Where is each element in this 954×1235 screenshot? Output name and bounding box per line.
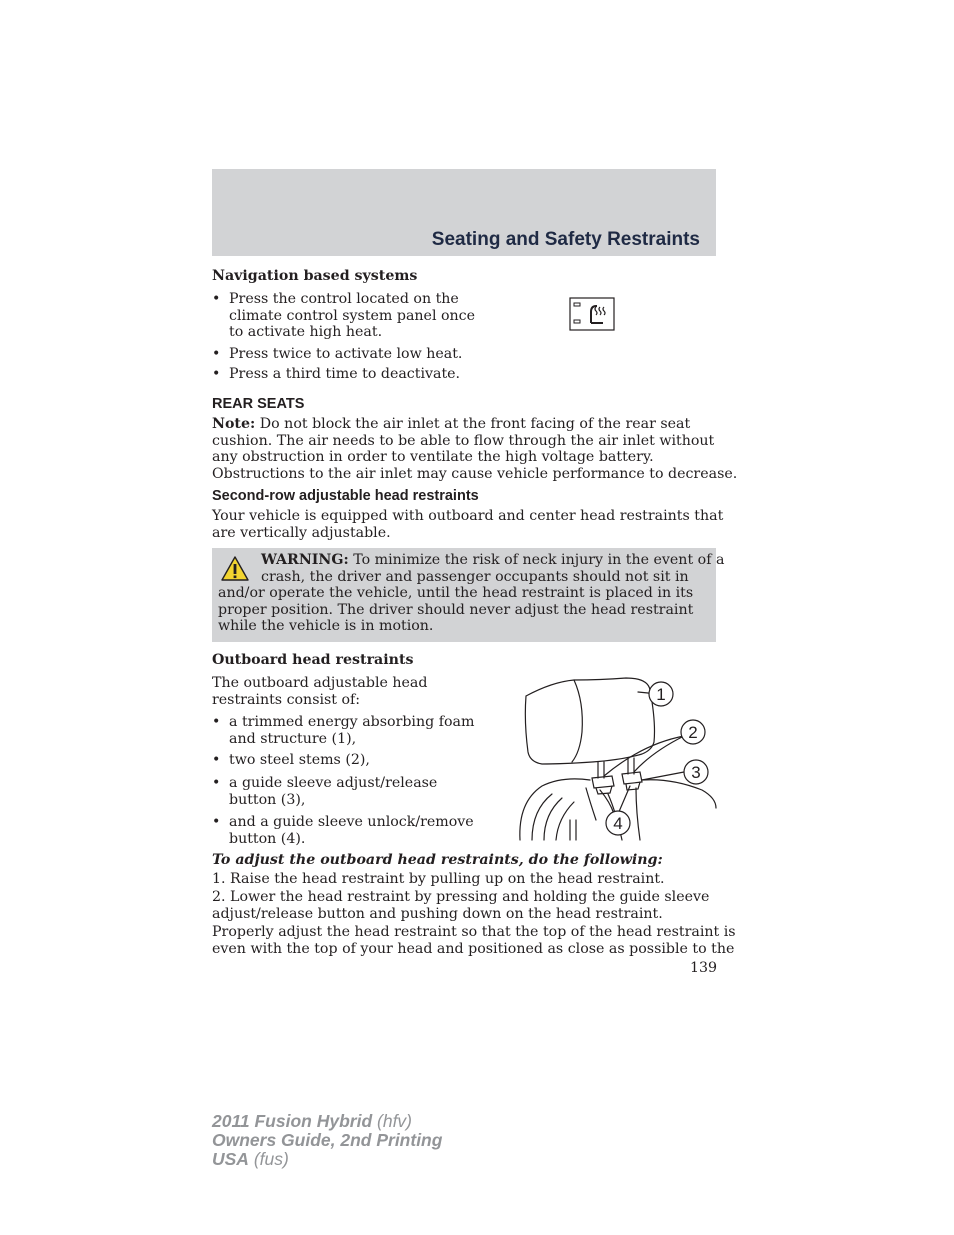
outboard-item-4-line-1: and a guide sleeve unlock/remove — [229, 814, 474, 830]
warning-triangle-icon — [220, 555, 250, 583]
adjust-paragraph-line-2: even with the top of your head and positioned as close as possible to the — [212, 940, 735, 957]
heated-seat-icon — [569, 297, 615, 331]
adjust-paragraph-line-1: Properly adjust the head restraint so that the top of the head restraint is — [212, 924, 736, 940]
outboard-item-1-line-1: a trimmed energy absorbing foam — [229, 714, 475, 730]
outboard-item-2-text: two steel stems (2), — [229, 752, 370, 768]
nav-bullet-2-text: Press twice to activate low heat. — [229, 346, 463, 362]
note-line-3: any obstruction in order to ventilate the high voltage battery. — [212, 449, 654, 465]
adjust-step-1: 1. Raise the head restraint by pulling up on the head restraint. — [212, 871, 665, 887]
outboard-intro — [212, 675, 427, 708]
section-header-band — [212, 169, 716, 256]
outboard-heading: Outboard head restraints — [212, 652, 414, 668]
footer-model-code: (hfv) — [372, 1111, 413, 1131]
nav-bullet-3-text: Press a third time to deactivate. — [229, 366, 461, 382]
outboard-intro-line-2: restraints consist of: — [212, 691, 361, 708]
adjust-paragraph — [212, 924, 736, 957]
footer-imprint — [212, 1112, 442, 1169]
outboard-item-3-line-2: button (3), — [229, 791, 306, 808]
svg-text:3: 3 — [691, 763, 701, 782]
callout-2 — [681, 720, 705, 744]
warning-line-5: while the vehicle is in motion. — [218, 618, 434, 634]
adjust-step-2-line-2: adjust/release button and pushing down on the head restraint. — [212, 905, 663, 922]
rear-seats-heading: REAR SEATS — [212, 396, 305, 412]
adjust-step-2-line-1: 2. Lower the head restraint by pressing and holding the guide sleeve — [212, 889, 710, 905]
nav-bullet-1-line-3: to activate high heat. — [229, 324, 383, 340]
callout-4 — [606, 811, 630, 835]
second-row-line-1: Your vehicle is equipped with outboard and center head restraints that — [212, 508, 724, 524]
nav-bullet-1-line-1: Press the control located on the — [229, 291, 459, 307]
outboard-item-3-line-1: a guide sleeve adjust/release — [229, 775, 438, 791]
nav-bullet-1-line-2: climate control system panel once — [229, 307, 476, 324]
svg-text:4: 4 — [613, 814, 623, 833]
outboard-item-1-line-2: and structure (1), — [229, 730, 357, 747]
callout-3 — [684, 760, 708, 784]
warning-label: WARNING: — [261, 552, 349, 568]
second-row-heading: Second-row adjustable head restraints — [212, 488, 479, 504]
warning-line-1: To minimize the risk of neck injury in the event of a — [348, 552, 725, 568]
outboard-item-4-line-2: button (4). — [229, 830, 306, 847]
note-line-4: Obstructions to the air inlet may cause vehicle performance to decrease. — [212, 465, 738, 482]
adjust-heading: To adjust the outboard head restraints, do the following: — [212, 852, 663, 868]
warning-line-4: proper position. The driver should never adjust the head restraint — [218, 601, 694, 618]
adjust-step-2 — [212, 889, 709, 922]
footer-model: 2011 Fusion Hybrid — [212, 1111, 373, 1131]
note-line-2: cushion. The air needs to be able to flow through the air inlet without — [212, 432, 715, 449]
second-row-paragraph — [212, 508, 723, 541]
warning-box — [212, 548, 725, 642]
footer-guide-edition: Owners Guide, 2nd Printing — [212, 1130, 443, 1150]
section-title: Seating and Safety Restraints — [431, 229, 700, 250]
nav-heading: Navigation based systems — [212, 268, 418, 284]
svg-text:2: 2 — [688, 723, 698, 742]
rear-seats-note — [212, 416, 737, 482]
footer-market-code: (fus) — [248, 1149, 289, 1169]
warning-line-3: and/or operate the vehicle, until the head restraint is placed in its — [218, 585, 694, 601]
callout-1 — [649, 682, 673, 706]
head-restraint-illustration — [512, 672, 718, 842]
second-row-line-2: are vertically adjustable. — [212, 524, 391, 541]
page-number: 139 — [690, 960, 718, 976]
svg-text:1: 1 — [656, 685, 666, 704]
warning-line-2: crash, the driver and passenger occupants should not sit in — [261, 568, 689, 585]
note-label: Note: — [212, 416, 256, 432]
note-line-1: Do not block the air inlet at the front facing of the rear seat — [255, 416, 691, 432]
outboard-intro-line-1: The outboard adjustable head — [212, 675, 428, 691]
footer-market: USA — [212, 1149, 249, 1169]
